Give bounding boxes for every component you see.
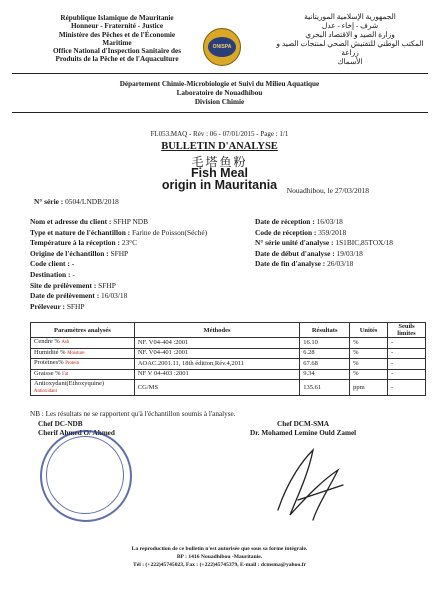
info-value: 23°C xyxy=(121,238,138,248)
info-value: SFHP xyxy=(98,280,116,290)
info-row-temperature xyxy=(30,238,235,249)
footer-reproduction-note: La reproduction de ce bulletin n'est autorisée que sous sa forme intégrale. xyxy=(131,546,308,552)
sample-info-left xyxy=(30,217,235,312)
serie-label: N° série : xyxy=(34,197,64,206)
footer-block xyxy=(0,545,439,569)
info-value: 1S1BIC,85TOX/18 xyxy=(335,238,393,248)
info-label: Température à la réception : xyxy=(30,238,120,248)
param-cell xyxy=(31,369,135,380)
info-row-destination xyxy=(30,270,235,281)
info-row-site xyxy=(30,281,235,292)
param-tag: Antioxidant xyxy=(34,389,57,395)
sample-info-right xyxy=(255,217,430,270)
info-row-analysis-unit xyxy=(255,238,430,249)
signature-right-title: Chef DCM-SMA xyxy=(277,420,330,428)
results-note: NB : Les résultats ne se rapportent qu'à l'échantillon soumis à l'analyse. xyxy=(30,410,236,418)
header-right-block xyxy=(275,12,425,66)
unit-cell: % xyxy=(350,369,388,380)
table-row xyxy=(31,348,426,359)
footer-address: BP : 1416 Nouadhibou -Mauritanie. xyxy=(176,554,263,560)
product-title xyxy=(0,167,439,191)
param-tag: Ash xyxy=(61,340,70,345)
method-cell: AOAC.2001.11, 18th édition,Rév.4,2011 xyxy=(134,359,299,370)
header-methods: Méthodes xyxy=(134,323,299,338)
table-row xyxy=(31,369,426,380)
bulletin-title xyxy=(0,141,439,152)
info-label: Date de prélèvement : xyxy=(30,291,100,301)
handwritten-signature xyxy=(268,440,358,525)
limit-cell: - xyxy=(388,369,426,380)
table-row xyxy=(31,338,426,349)
header-limits: Seuils limites xyxy=(388,323,426,338)
info-label: Origine de l'échantillon : xyxy=(30,248,109,258)
serie-value: 0504/LNDB/2018 xyxy=(65,197,119,206)
info-row-analysis-end xyxy=(255,259,430,270)
info-value: 26/03/18 xyxy=(327,259,354,269)
place-date: Nouadhibou, le 27/03/2018 xyxy=(286,186,369,195)
info-label: Nom et adresse du client : xyxy=(30,217,112,226)
header-left-line: Honneur - Fraternité - Justice xyxy=(70,22,164,31)
limit-cell: - xyxy=(388,338,426,349)
chinese-title: 毛塔鱼粉 xyxy=(191,155,248,169)
document-reference: FI.053.MAQ - Rév : 06 - 07/01/2015 - Page : 1/1 xyxy=(150,130,289,138)
unit-cell: % xyxy=(350,348,388,359)
limit-cell: - xyxy=(388,359,426,370)
info-row-reception-date xyxy=(255,217,430,228)
info-label: Date de réception : xyxy=(255,217,315,226)
table-row xyxy=(31,380,426,396)
method-cell: CG/MS xyxy=(134,380,299,396)
header-right-line: شرف - إخاء - عدل xyxy=(321,21,379,30)
result-cell: 9.34 xyxy=(300,369,350,380)
signature-right xyxy=(250,420,356,438)
header-left-line: Maritime xyxy=(102,38,132,47)
info-label: Date de fin d'analyse : xyxy=(255,259,326,269)
info-label: Destination : xyxy=(30,269,71,279)
info-row-client-code xyxy=(30,259,235,270)
department-name: Département Chimie-Microbiologie et Suivi du Milieu Aquatique xyxy=(119,80,320,88)
limit-cell: - xyxy=(388,380,426,396)
header-left-block xyxy=(22,14,212,64)
unit-cell: % xyxy=(350,359,388,370)
header-left-line: République Islamique de Mauritanie xyxy=(60,14,174,22)
info-value: 16/03/18 xyxy=(316,217,343,226)
info-value: SFHP xyxy=(66,301,85,311)
header-parameters: Paramètres analysés xyxy=(31,323,135,338)
serie-number xyxy=(34,197,119,208)
division-name: Division Chimie xyxy=(194,98,245,106)
header-right-line: وزارة الصيد و الاقتصاد البحري xyxy=(305,30,395,39)
laboratory-name: Laboratoire de Nouadhibou xyxy=(176,89,263,97)
info-row-sampling-date xyxy=(30,291,235,302)
info-value: - xyxy=(72,269,75,279)
result-cell: 6.28 xyxy=(300,348,350,359)
info-label: Code client : xyxy=(30,259,70,269)
signature-left-title: Chef DC-NDB xyxy=(38,420,83,428)
info-value: SFHP xyxy=(110,248,129,258)
param-cell xyxy=(31,380,135,396)
param-cell xyxy=(31,359,135,370)
signature-left-name: Cherif Ahmed O/ Ahmed xyxy=(38,429,115,437)
method-cell: NF V 04-403 :2001 xyxy=(134,369,299,380)
param-name: Cendre % xyxy=(34,338,60,345)
unit-cell: ppm xyxy=(350,380,388,396)
header-right-line: الأسماك xyxy=(337,57,363,66)
result-cell: 16.10 xyxy=(300,338,350,349)
param-tag: Fat xyxy=(62,371,69,377)
official-stamp-inner-ring xyxy=(46,436,124,514)
info-label: Préleveur : xyxy=(30,301,65,311)
info-value: 16/03/18 xyxy=(101,291,128,301)
header-divider xyxy=(12,73,428,74)
param-name: Protéines% xyxy=(34,359,64,367)
header-left-line: Produits de la Pêche et de l'Aquaculture xyxy=(55,55,179,64)
table-row xyxy=(31,359,426,370)
param-tag: Moisture xyxy=(67,350,85,356)
info-value: - xyxy=(71,259,75,269)
method-cell: NF. V04-404 :2001 xyxy=(134,338,299,349)
product-line-2: origin in Mauritania xyxy=(161,178,278,192)
header-left-line: Office National d'Inspection Sanitaire des xyxy=(52,47,182,56)
department-block xyxy=(0,80,439,107)
results-table xyxy=(30,322,426,396)
info-label: Type et nature de l'échantillon : xyxy=(30,227,131,237)
product-line-1: Fish Meal xyxy=(191,166,248,180)
logo-text: ONISPA xyxy=(208,37,236,57)
info-value: 19/03/18 xyxy=(336,248,363,258)
param-cell xyxy=(31,338,135,349)
info-value: 359/2018 xyxy=(318,227,347,237)
info-row-type xyxy=(30,228,235,239)
info-label: Date de début d'analyse : xyxy=(255,248,335,258)
info-row-analysis-start xyxy=(255,249,430,260)
info-value: SFHP NDB xyxy=(113,217,149,226)
bulletin-title-text: BULLETIN D'ANALYSE xyxy=(161,141,278,152)
header-left-line: Ministère des Pêches et de l'Économie xyxy=(58,30,176,39)
table-header-row xyxy=(31,323,426,338)
signature-right-name: Dr. Mohamed Lemine Ould Zamel xyxy=(250,429,357,437)
unit-cell: % xyxy=(350,338,388,349)
limit-cell: - xyxy=(388,348,426,359)
onispa-logo xyxy=(203,28,241,66)
header-right-line: المكتب الوطني للتفتيش الصحي لمنتجات الصيد و زراعة xyxy=(276,39,424,57)
param-name: Graisse % xyxy=(34,369,61,377)
result-cell: 67.68 xyxy=(300,359,350,370)
footer-contact: Tél : (+222)45745023, Fax : (+222)45745379, E-mail : dcmsma@yahoo.fr xyxy=(133,562,306,568)
info-row-sampler xyxy=(30,302,235,313)
info-label: Site de prélèvement : xyxy=(30,280,97,290)
info-label: N° série unité d'analyse : xyxy=(255,238,334,248)
param-cell xyxy=(31,348,135,359)
param-tag: Protein xyxy=(65,361,80,367)
info-row-client xyxy=(30,217,235,228)
info-row-origin xyxy=(30,249,235,260)
info-value: Farine de Poisson(Séché) xyxy=(131,227,208,237)
department-divider xyxy=(12,112,428,113)
info-label: Code de réception : xyxy=(255,227,317,237)
info-row-reception-code xyxy=(255,228,430,239)
param-name: Antioxydant(Ethoxyquine) xyxy=(34,380,105,388)
method-cell: NF. V04-401 :2001 xyxy=(134,348,299,359)
header-units: Unités xyxy=(350,323,388,338)
header-right-line: الجمهورية الإسلامية الموريتانية xyxy=(304,12,396,21)
param-name: Humidité % xyxy=(34,348,66,356)
header-results: Résultats xyxy=(300,323,350,338)
result-cell: 135.61 xyxy=(300,380,350,396)
